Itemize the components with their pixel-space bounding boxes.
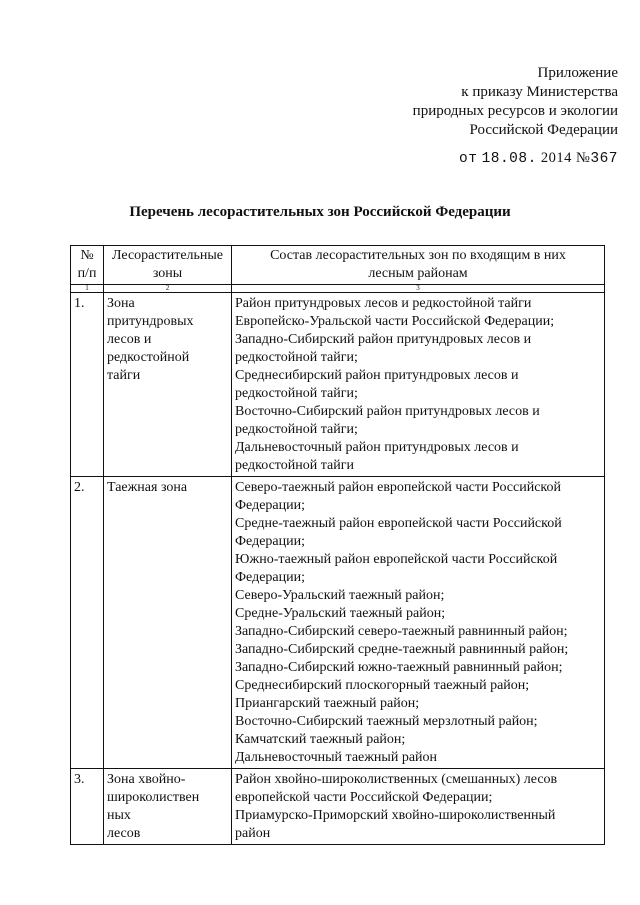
appendix-line: природных ресурсов и экологии <box>412 103 618 119</box>
header-text: лесным районам <box>368 266 468 281</box>
zone-line: притундровых <box>107 314 194 329</box>
date-prefix: от <box>459 151 478 167</box>
table-row <box>71 477 605 769</box>
header-zones <box>104 246 232 285</box>
order-number: 367 <box>590 151 618 167</box>
header-text: № <box>80 248 94 263</box>
row-number: 1. <box>71 293 104 477</box>
header-text: п/п <box>77 266 97 281</box>
zone-districts <box>232 477 605 769</box>
district-line: Западно-Сибирский южно-таежный равнинный район; <box>235 660 563 675</box>
zone-name <box>104 293 232 477</box>
zone-line: редкостойной <box>107 350 190 365</box>
row-number: 2. <box>71 477 104 769</box>
order-year: 2014 <box>540 150 572 166</box>
district-line: Восточно-Сибирский таежный мерзлотный район; <box>235 714 538 729</box>
district-line: Западно-Сибирский район притундровых лесов и <box>235 332 532 347</box>
zone-line: Зона <box>107 296 135 311</box>
header-text: зоны <box>152 266 183 281</box>
district-line: редкостойной тайги; <box>235 386 358 401</box>
district-line: Среднесибирский район притундровых лесов и <box>235 368 519 383</box>
district-line: Западно-Сибирский северо-таежный равнинный район; <box>235 624 568 639</box>
appendix-line: Российской Федерации <box>469 122 618 138</box>
zone-districts <box>232 293 605 477</box>
appendix-line: к приказу Министерства <box>461 84 618 100</box>
table-row <box>71 769 605 845</box>
zone-line: ных <box>107 808 131 823</box>
district-line: Европейско-Уральской части Российской Федерации; <box>235 314 555 329</box>
zone-line: Зона хвойно- <box>107 772 186 787</box>
district-line: Федерации; <box>235 570 306 585</box>
district-line: редкостойной тайги <box>235 458 354 473</box>
order-date: 18.08. <box>481 151 537 167</box>
table-row <box>71 293 605 477</box>
district-line: европейской части Российской Федерации; <box>235 790 493 805</box>
number-sign: № <box>576 150 591 166</box>
column-number: 3 <box>232 285 605 293</box>
district-line: Южно-таежный район европейской части Российской <box>235 552 558 567</box>
district-line: Камчатский таежный район; <box>235 732 406 747</box>
district-line: Дальневосточный район притундровых лесов и <box>235 440 519 455</box>
zone-name <box>104 477 232 769</box>
district-line: Дальневосточный таежный район <box>235 750 438 765</box>
zone-name <box>104 769 232 845</box>
district-line: Северо-таежный район европейской части Российской <box>235 480 561 495</box>
district-line: Северо-Уральский таежный район; <box>235 588 445 603</box>
appendix-line: Приложение <box>537 65 618 81</box>
row-number: 3. <box>71 769 104 845</box>
order-date-line <box>459 150 618 167</box>
district-line: Район хвойно-широколиственных (смешанных) лесов <box>235 772 558 787</box>
appendix-block <box>298 64 618 140</box>
zone-line: тайги <box>107 368 141 383</box>
header-text: Состав лесорастительных зон по входящим в них <box>270 248 566 263</box>
district-line: Федерации; <box>235 534 306 549</box>
district-line: Средне-таежный район европейской части Российской <box>235 516 562 531</box>
district-line: Средне-Уральский таежный район; <box>235 606 446 621</box>
forest-zones-table <box>70 245 605 845</box>
district-line: Район притундровых лесов и редкостойной тайги <box>235 296 532 311</box>
district-line: Федерации; <box>235 498 306 513</box>
district-line: Западно-Сибирский средне-таежный равнинный район; <box>235 642 569 657</box>
table-header-row <box>71 246 605 285</box>
district-line: редкостойной тайги; <box>235 422 358 437</box>
zone-line: лесов <box>107 826 141 841</box>
column-number: 1 <box>71 285 104 293</box>
column-number: 2 <box>104 285 232 293</box>
zone-line: широколиствен <box>107 790 200 805</box>
document-title: Перечень лесорастительных зон Российской Федерации <box>129 204 511 220</box>
zone-line: Таежная зона <box>107 480 188 495</box>
district-line: редкостойной тайги; <box>235 350 358 365</box>
district-line: Приангарский таежный район; <box>235 696 420 711</box>
zone-districts <box>232 769 605 845</box>
district-line: район <box>235 826 271 841</box>
column-number-row <box>71 285 605 293</box>
district-line: Среднесибирский плоскогорный таежный район; <box>235 678 530 693</box>
header-text: Лесорастительные <box>111 248 224 263</box>
district-line: Приамурско-Приморский хвойно-широколиственный <box>235 808 556 823</box>
district-line: Восточно-Сибирский район притундровых лесов и <box>235 404 540 419</box>
header-composition <box>232 246 605 285</box>
zone-line: лесов и <box>107 332 152 347</box>
header-number <box>71 246 104 285</box>
